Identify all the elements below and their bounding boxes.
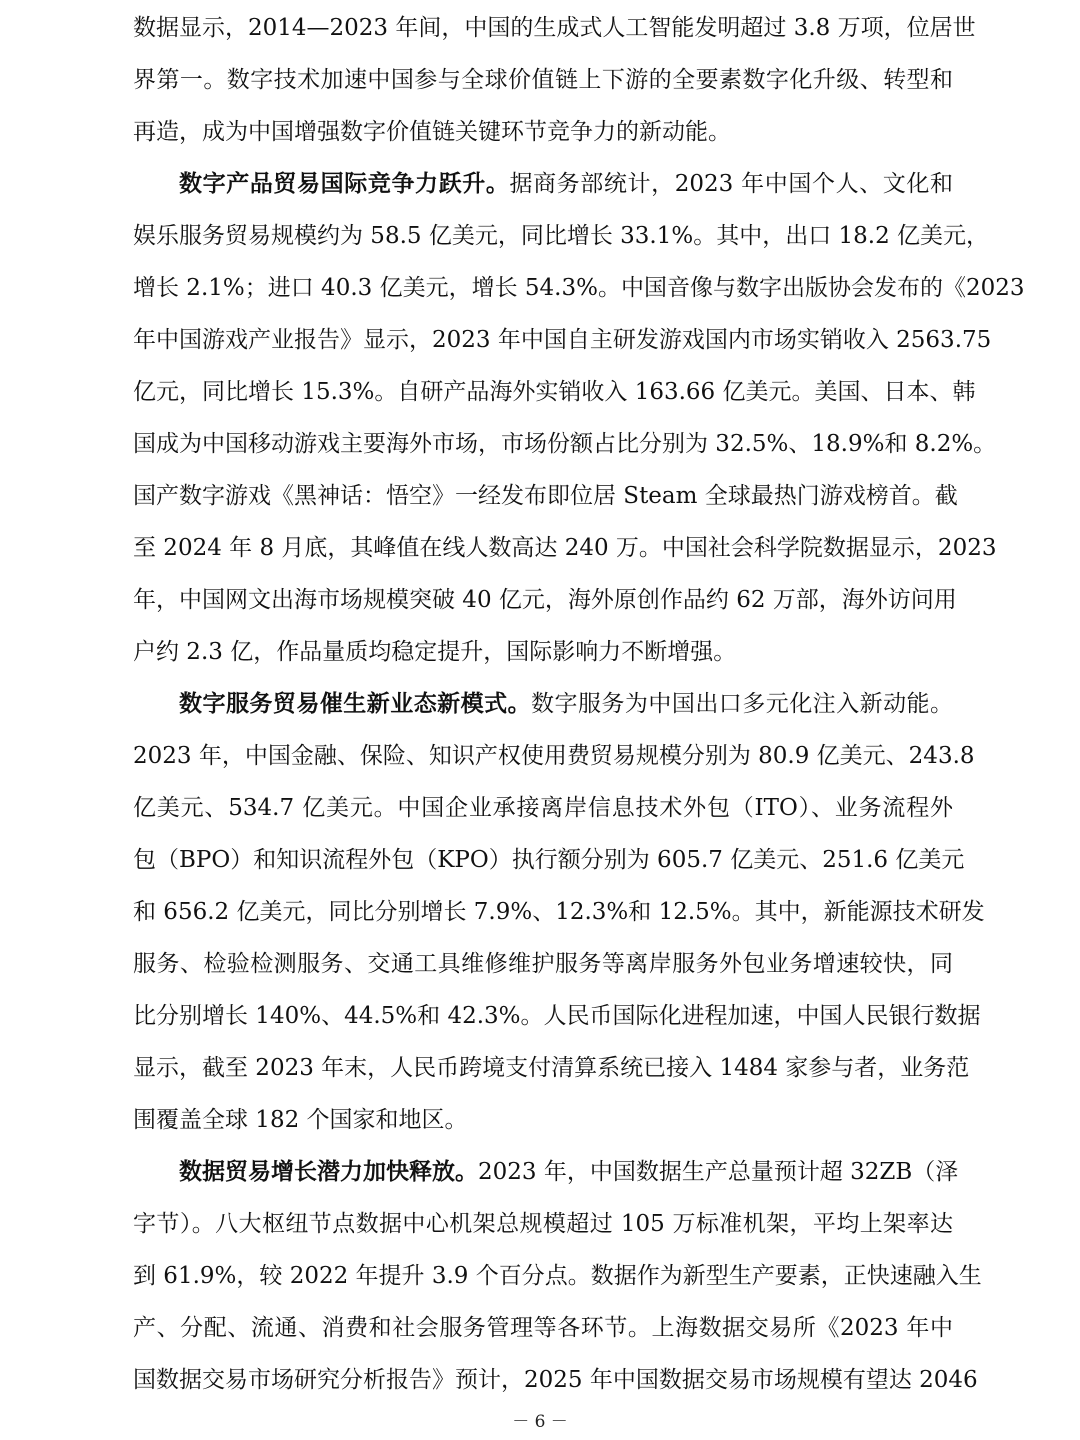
paragraph-1-line: 娱乐服务贸易规模约为 58.5 亿美元，同比增长 33.1%。其中，出口 18.2 亿美元，	[133, 223, 990, 249]
paragraph-3-first-line	[179, 1152, 959, 1192]
paragraph-2-line: 围覆盖全球 182 个国家和地区。	[133, 1107, 468, 1133]
paragraph-2-heading: 数字服务贸易催生新业态新模式。	[179, 691, 532, 717]
paragraph-2-line: 包（BPO）和知识流程外包（KPO）执行额分别为 605.7 亿美元、251.6 亿美元	[133, 847, 965, 873]
paragraph-3-line: 产、分配、流通、消费和社会服务管理等各环节。上海数据交易所《2023 年中	[133, 1315, 953, 1341]
paragraph-1-line: 增长 2.1%；进口 40.3 亿美元，增长 54.3%。中国音像与数字出版协会发布的《2023	[133, 275, 1025, 301]
paragraph-1-line: 年，中国网文出海市场规模突破 40 亿元，海外原创作品约 62 万部，海外访问用	[133, 587, 957, 613]
paragraph-3-line: 到 61.9%，较 2022 年提升 3.9 个百分点。数据作为新型生产要素，正快速融入生	[133, 1263, 982, 1289]
paragraph-3-line: 字节）。八大枢纽节点数据中心机架总规模超过 105 万标准机架，平均上架率达	[133, 1211, 953, 1237]
paragraph-2-first-line	[179, 684, 953, 724]
paragraph-2-line: 服务、检验检测服务、交通工具维修维护服务等离岸服务外包业务增速较快，同	[133, 951, 953, 977]
paragraph-2-line: 2023 年，中国金融、保险、知识产权使用费贸易规模分别为 80.9 亿美元、243.8	[133, 743, 975, 769]
paragraph-1-line: 亿元，同比增长 15.3%。自研产品海外实销收入 163.66 亿美元。美国、日本、韩	[133, 379, 976, 405]
paragraph-1-line: 国产数字游戏《黑神话：悟空》一经发布即位居 Steam 全球最热门游戏榜首。截	[133, 483, 958, 509]
paragraph-1-line: 户约 2.3 亿，作品量质均稳定提升，国际影响力不断增强。	[133, 639, 737, 665]
paragraph-1-heading: 数字产品贸易国际竞争力跃升。	[179, 171, 510, 197]
paragraph-2-line: 比分别增长 140%、44.5%和 42.3%。人民币国际化进程加速，中国人民银行数据	[133, 1003, 981, 1029]
paragraph-3-first-text: 2023 年，中国数据生产总量预计超 32ZB（泽	[478, 1159, 959, 1185]
page-number: － 6 －	[512, 1412, 568, 1432]
paragraph-1-first-line	[179, 164, 953, 204]
paragraph-2-first-text: 数字服务为中国出口多元化注入新动能。	[531, 691, 953, 717]
intro-line: 界第一。数字技术加速中国参与全球价值链上下游的全要素数字化升级、转型和	[133, 67, 953, 93]
paragraph-3-heading: 数据贸易增长潜力加快释放。	[179, 1159, 478, 1185]
paragraph-2-line: 亿美元、534.7 亿美元。中国企业承接离岸信息技术外包（ITO）、业务流程外	[133, 795, 953, 821]
paragraph-1-line: 年中国游戏产业报告》显示，2023 年中国自主研发游戏国内市场实销收入 2563.75	[133, 327, 992, 353]
paragraph-2-line: 显示，截至 2023 年末，人民币跨境支付清算系统已接入 1484 家参与者，业务范	[133, 1055, 970, 1081]
paragraph-1-line: 国成为中国移动游戏主要海外市场，市场份额占比分别为 32.5%、18.9%和 8.2%。	[133, 431, 997, 457]
paragraph-1-line: 至 2024 年 8 月底，其峰值在线人数高达 240 万。中国社会科学院数据显示，2023	[133, 535, 997, 561]
paragraph-3-line: 国数据交易市场研究分析报告》预计，2025 年中国数据交易市场规模有望达 2046	[133, 1367, 978, 1393]
intro-line: 再造，成为中国增强数字价值链关键环节竞争力的新动能。	[133, 119, 731, 145]
intro-line: 数据显示，2014—2023 年间，中国的生成式人工智能发明超过 3.8 万项，位居世	[133, 15, 976, 41]
paragraph-1-first-text: 据商务部统计，2023 年中国个人、文化和	[509, 171, 953, 197]
paragraph-2-line: 和 656.2 亿美元，同比分别增长 7.9%、12.3%和 12.5%。其中，新能源技术研发	[133, 899, 985, 925]
